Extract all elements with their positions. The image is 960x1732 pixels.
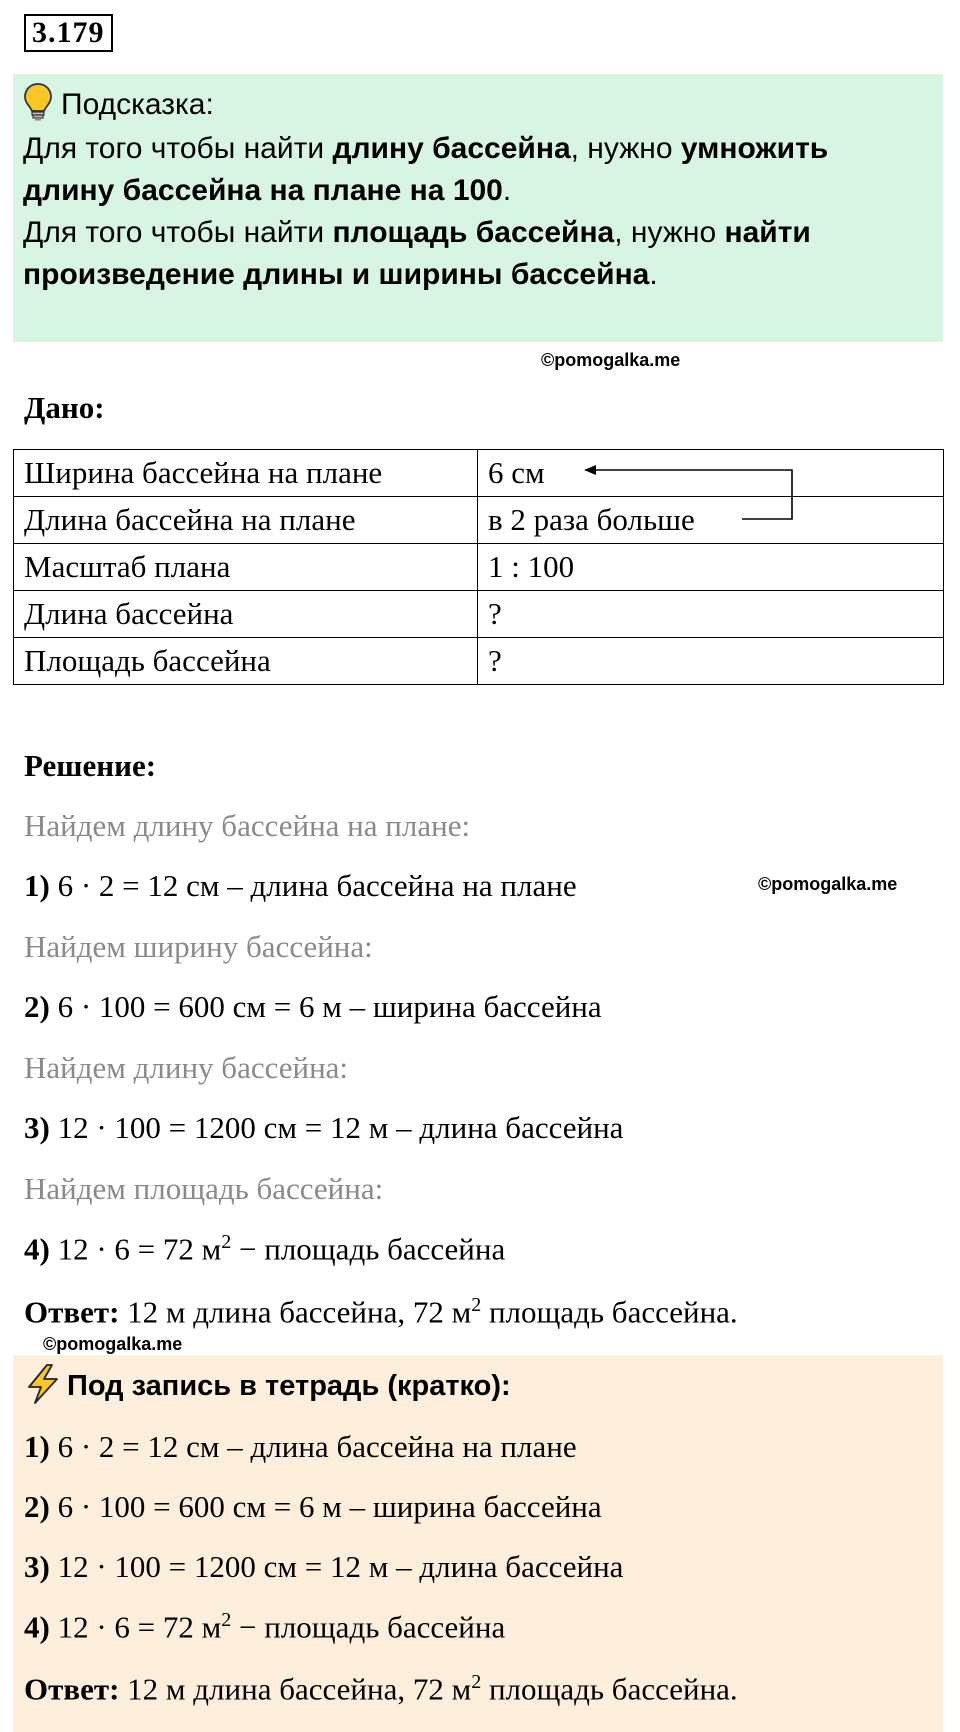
task-number: 3.179 bbox=[24, 14, 113, 52]
notebook-box bbox=[13, 1355, 943, 1732]
step-1-hint: Найдем длину бассейна на плане: bbox=[24, 808, 471, 843]
hint-title-row bbox=[23, 82, 214, 127]
given-value: в 2 раза больше bbox=[478, 497, 944, 544]
notebook-step-1: 1) 6 · 2 = 12 см – длина бассейна на плане bbox=[24, 1429, 577, 1464]
step-1: 1) 6 · 2 = 12 см – длина бассейна на плане bbox=[24, 868, 577, 903]
given-value: 6 см bbox=[478, 450, 944, 497]
given-table bbox=[13, 449, 944, 685]
notebook-step-4: 4) 12 · 6 = 72 $м^2$ − площадь бассейна bbox=[24, 1609, 506, 1645]
watermark: ©pomogalka.me bbox=[541, 350, 681, 370]
step-3-hint: Найдем длину бассейна: bbox=[24, 1050, 349, 1085]
step-2-hint: Найдем ширину бассейна: bbox=[24, 929, 373, 964]
hint-box bbox=[13, 74, 943, 342]
given-label: Длина бассейна на плане bbox=[14, 497, 478, 544]
relation-arrow-icon bbox=[580, 460, 800, 530]
step-2: 2) 6 · 100 = 600 см = 6 м – ширина бассейна bbox=[24, 989, 602, 1024]
table-row bbox=[14, 497, 944, 544]
table-row bbox=[14, 450, 944, 497]
given-label: Площадь бассейна bbox=[14, 638, 478, 685]
notebook-step-3: 3) 12 · 100 = 1200 см = 12 м – длина бассейна bbox=[24, 1549, 624, 1584]
given-value: ? bbox=[478, 591, 944, 638]
given-value: ? bbox=[478, 638, 944, 685]
table-row bbox=[14, 544, 944, 591]
answer: Ответ: 12 м длина бассейна, 72 $м^2$ площадь бассейна. bbox=[24, 1294, 738, 1330]
lightning-icon bbox=[25, 1363, 61, 1410]
notebook-title-row bbox=[25, 1363, 511, 1410]
lightbulb-icon bbox=[23, 82, 53, 127]
watermark: ©pomogalka.me bbox=[43, 1334, 183, 1354]
table-row bbox=[14, 638, 944, 685]
hint-line-2: длину бассейна на плане на 100. bbox=[23, 174, 512, 207]
hint-title: Подсказка: bbox=[61, 87, 214, 121]
hint-line-3: Для того чтобы найти площадь бассейна, нужно найти bbox=[23, 216, 811, 249]
solution-title: Решение: bbox=[24, 748, 157, 783]
notebook-step-2: 2) 6 · 100 = 600 см = 6 м – ширина бассейна bbox=[24, 1489, 602, 1524]
hint-line-4: произведение длины и ширины бассейна. bbox=[23, 258, 658, 291]
step-3: 3) 12 · 100 = 1200 см = 12 м – длина бассейна bbox=[24, 1110, 624, 1145]
notebook-title: Под запись в тетрадь (кратко): bbox=[67, 1370, 511, 1402]
given-label: Масштаб плана bbox=[14, 544, 478, 591]
hint-line-1: Для того чтобы найти длину бассейна, нужно умножить bbox=[23, 132, 829, 165]
step-4: 4) 12 · 6 = 72 $м^2$ − площадь бассейна bbox=[24, 1231, 506, 1267]
given-label: Ширина бассейна на плане bbox=[14, 450, 478, 497]
notebook-answer: Ответ: 12 м длина бассейна, 72 $м^2$ площадь бассейна. bbox=[24, 1671, 738, 1707]
given-label: Длина бассейна bbox=[14, 591, 478, 638]
given-value: 1 : 100 bbox=[478, 544, 944, 591]
watermark: ©pomogalka.me bbox=[758, 874, 898, 894]
given-title: Дано: bbox=[24, 390, 105, 425]
step-4-hint: Найдем площадь бассейна: bbox=[24, 1171, 384, 1206]
table-row bbox=[14, 591, 944, 638]
